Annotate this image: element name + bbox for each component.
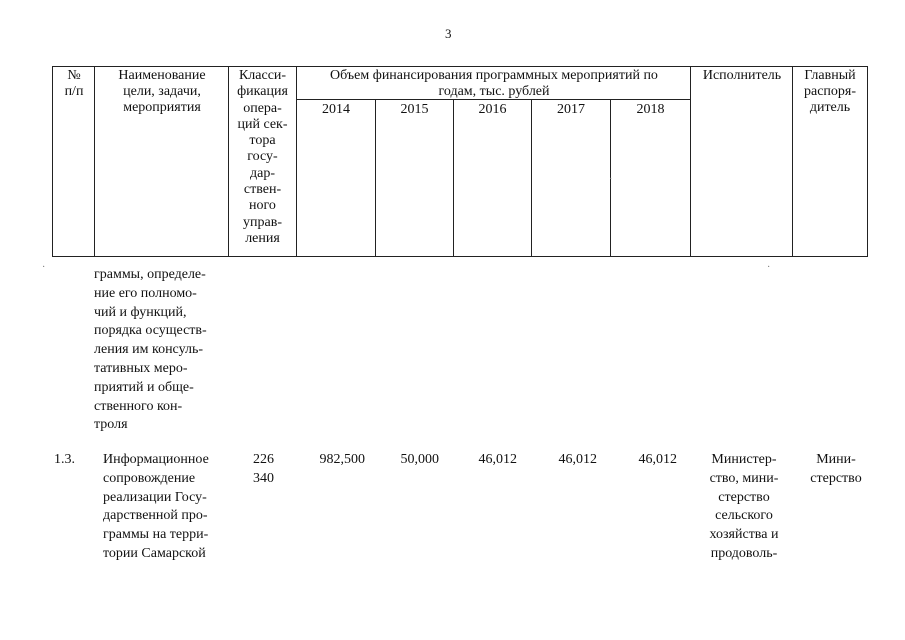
- row-classification: 226 340: [253, 452, 274, 486]
- table-left-border: [52, 66, 53, 257]
- header-year-2017: 2017: [557, 102, 585, 117]
- header-classification: Класси- фикация опера- ций сек- тора госу- дар- ствен- ного управ- ления: [237, 68, 288, 246]
- amount-2015: 50,000: [400, 452, 439, 467]
- header-year-2015: 2015: [400, 102, 429, 117]
- table-right-border: [867, 66, 868, 257]
- header-year-2016: 2016: [478, 102, 507, 117]
- col-divider: [531, 99, 532, 257]
- header-year-2018: 2018: [636, 102, 665, 117]
- row-main-manager: Мини- стерство: [810, 452, 862, 486]
- amount-2018: 46,012: [638, 452, 677, 467]
- col-divider: [94, 66, 95, 257]
- amount-2017: 46,012: [558, 452, 597, 467]
- amount-2016: 46,012: [478, 452, 517, 467]
- amount-2014: 982,500: [319, 452, 365, 467]
- header-name: Наименование цели, задачи, мероприятия: [118, 68, 206, 115]
- scan-speck: ·: [42, 262, 46, 273]
- table-header-bottom-border: [52, 256, 868, 257]
- table-top-border: [52, 66, 868, 67]
- col-divider: [453, 99, 454, 257]
- scan-speck: ·: [609, 174, 613, 185]
- table-header: [52, 66, 868, 257]
- header-main-manager: Главный распоря- дитель: [803, 68, 857, 115]
- row-number: 1.3.: [54, 452, 75, 467]
- col-divider: [375, 99, 376, 257]
- header-number: № п/п: [64, 68, 84, 99]
- header-executor: Исполнитель: [702, 68, 782, 83]
- row-executor: Министер- ство, мини- стерство сельского хозяйства и продоволь-: [709, 452, 779, 561]
- row-name: Информационное сопровождение реализации Госу- дарственной про- граммы на терри- тории Самарской: [103, 452, 209, 561]
- scan-speck: ·: [767, 262, 771, 273]
- continued-name-text: граммы, определе- ние его полномо- чий и функций, порядка осуществ- ления им консуль- тативных меро- приятий и обще- ственного кон- троля: [94, 267, 207, 433]
- header-year-2014: 2014: [322, 102, 350, 117]
- header-volume: Объем финансирования программных мероприятий по годам, тыс. рублей: [330, 68, 658, 99]
- page-number: 3: [445, 26, 452, 41]
